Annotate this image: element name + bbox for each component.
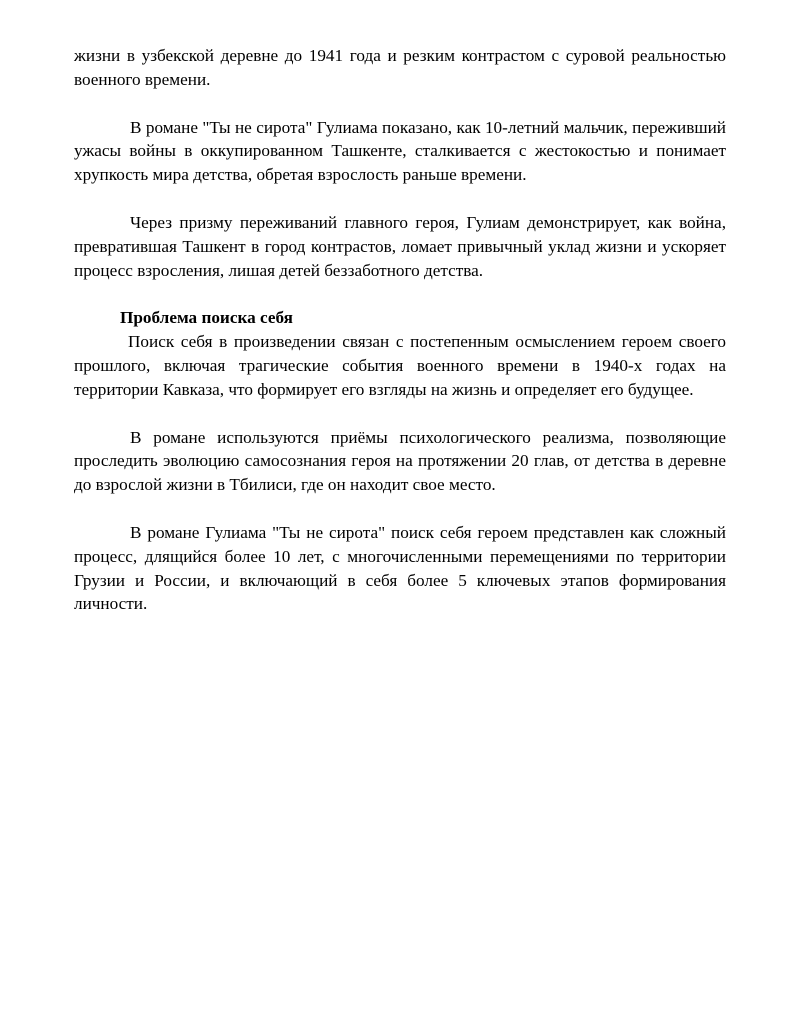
paragraph-6: В романе Гулиама "Ты не сирота" поиск себя героем представлен как сложный процесс, длящийся более 10 лет, с многочисленными перемещениями по территории Грузии и России, и включающий в себя более 5 ключевых этапов формирования личности.	[74, 522, 726, 614]
paragraph-gap	[74, 497, 726, 521]
paragraph-gap	[74, 92, 726, 116]
paragraph-1: жизни в узбекской деревне до 1941 года и резким контрастом с суровой реальностью военного времени.	[74, 46, 726, 89]
paragraph-2: В романе "Ты не сирота" Гулиама показано, как 10-летний мальчик, переживший ужасы войны в оккупированном Ташкенте, сталкивается с жестокостью и понимает хрупкость мира детства, обретая взрослость раньше времени.	[74, 117, 726, 185]
document-page	[74, 44, 726, 616]
paragraph-3: Через призму переживаний главного героя, Гулиам демонстрирует, как война, превратившая Ташкент в город контрастов, ломает привычный уклад жизни и ускоряет процесс взросления, лишая детей беззаботного детства.	[74, 212, 726, 280]
paragraph-gap	[74, 282, 726, 306]
paragraph-4: Поиск себя в произведении связан с постепенным осмыслением героем своего прошлого, включая трагические события военного времени в 1940-х годах на территории Кавказа, что формирует его взгляды на жизнь и определяет его будущее.	[74, 332, 726, 399]
paragraph-gap	[74, 187, 726, 211]
paragraph-5: В романе используются приёмы психологического реализма, позволяющие проследить эволюцию самосознания героя на протяжении 20 глав, от детства в деревне до взрослой жизни в Тбилиси, где он находит свое место.	[74, 427, 726, 495]
paragraph-gap	[74, 402, 726, 426]
section-heading: Проблема поиска себя	[120, 308, 293, 328]
